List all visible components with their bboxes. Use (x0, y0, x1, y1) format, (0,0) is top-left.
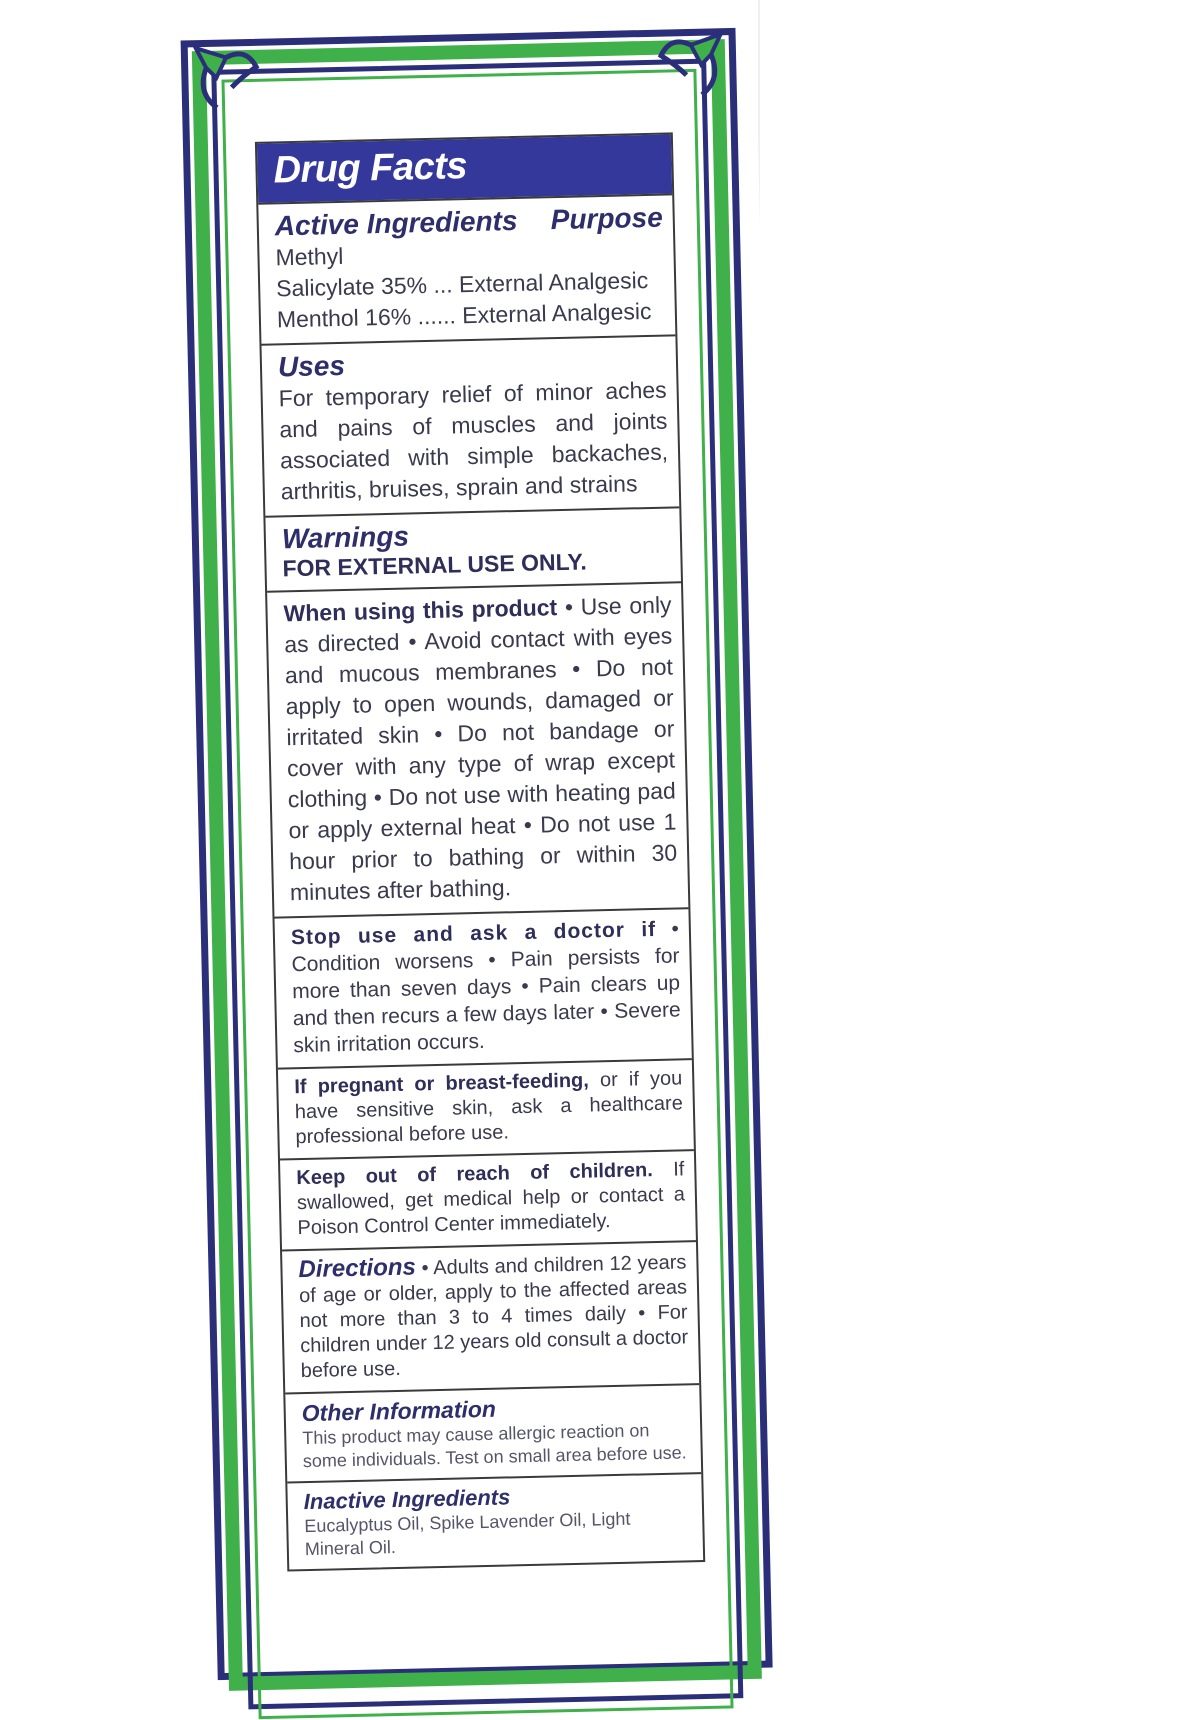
uses-text: For temporary relief of minor aches and pains of muscles and joints associated with simple backaches, arthritis, bruises, sprain and strains (278, 376, 669, 505)
purpose-heading: Purpose (550, 201, 664, 236)
drug-facts-panel (255, 132, 705, 1571)
corner-ornament-left-icon (186, 37, 268, 119)
inactive-ingredients-heading: Inactive Ingredients (303, 1484, 511, 1515)
external-use-warning: FOR EXTERNAL USE ONLY. (282, 548, 587, 582)
active-ingredients-section (258, 193, 675, 343)
children-section (280, 1149, 696, 1249)
pregnant-text: or if you have sensitive skin, ask a healthcare professional before use. (294, 1067, 684, 1149)
uses-section (261, 334, 679, 515)
stop-use-section (274, 907, 691, 1067)
other-information-text: This product may cause allergic reaction on some individuals. Test on small area before use. (302, 1420, 687, 1472)
other-information-heading: Other Information (301, 1395, 497, 1427)
directions-text: • Adults and children 12 years of age or older, apply to the affected areas not more than 3 to 4 times daily • For children under 12 years old consult a doctor before use. (298, 1251, 689, 1383)
pregnant-section (278, 1058, 694, 1158)
when-using-lead: When using this product (283, 594, 558, 627)
other-information-section (285, 1383, 701, 1481)
drug-facts-title: Drug Facts (257, 134, 672, 202)
children-lead: Keep out of reach of children. (296, 1159, 654, 1190)
ingredient-line: Menthol 16% ...... External Analgesic (276, 297, 652, 333)
stop-use-text: • Condition worsens • Pain persists for more than seven days • Pain clears up and then recurs a few days later • Severe skin irritation occurs. (291, 917, 681, 1058)
product-package (180, 5, 792, 1638)
corner-ornament-right-icon (650, 24, 732, 106)
inactive-ingredients-section (287, 1472, 703, 1569)
directions-section (282, 1240, 699, 1392)
warnings-section (265, 506, 681, 590)
active-ingredients-heading: Active Ingredients (274, 204, 518, 242)
pregnant-lead: If pregnant or breast-feeding, (294, 1069, 590, 1099)
when-using-text: • Use only as directed • Avoid contact with eyes and mucous membranes • Do not apply to open wounds, damaged or irritated skin • Do not bandage or cover with any type of wrap except clothing • Do not use with heating pad or apply external heat • Do not use 1 hour prior to bathing or within 30 minutes after bathing. (284, 591, 678, 906)
ingredient-line: Methyl (275, 242, 344, 271)
when-using-section (267, 581, 688, 916)
directions-heading: Directions (298, 1253, 417, 1284)
children-text: If swallowed, get medical help or contact a Poison Control Center immediately. (296, 1158, 686, 1240)
stop-use-lead: Stop use and ask a doctor if (290, 917, 657, 950)
ingredient-line: Salicylate 35% ... External Analgesic (275, 266, 649, 302)
uses-heading: Uses (277, 349, 346, 383)
warnings-heading: Warnings (281, 520, 410, 555)
inactive-ingredients-text: Eucalyptus Oil, Spike Lavender Oil, Light Mineral Oil. (304, 1508, 631, 1560)
